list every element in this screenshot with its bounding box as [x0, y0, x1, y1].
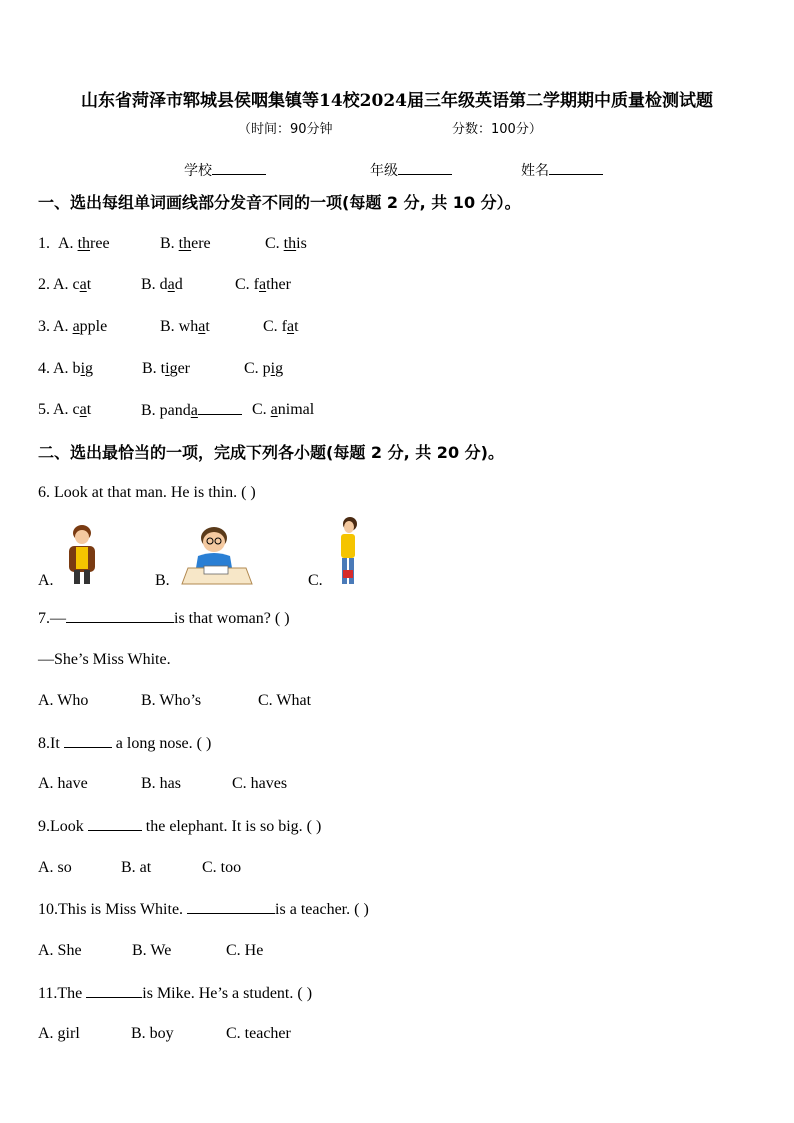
answer-blank[interactable]	[64, 733, 112, 748]
question-4: 4. A. big B. tiger C. pig	[38, 360, 284, 377]
name-field[interactable]: 姓名	[521, 160, 549, 180]
answer-blank[interactable]	[86, 983, 142, 998]
page-title: 山东省菏泽市郓城县侯咽集镇等14校2024届三年级英语第二学期期中质量检测试题	[81, 91, 713, 111]
school-field[interactable]: 学校	[184, 160, 212, 180]
section-1-heading: 一、选出每组单词画线部分发音不同的一项(每题 2 分, 共 10 分）。	[38, 193, 521, 212]
question-6-option-b-label: B.	[155, 572, 170, 589]
question-1: 1. A. three B. there C. this	[38, 235, 307, 252]
question-7-response: —She’s Miss White.	[38, 651, 171, 668]
time-limit: （时间：90分钟	[238, 122, 333, 137]
grade-field[interactable]: 年级	[370, 160, 398, 180]
boy-yellow-shirt-image	[62, 522, 102, 586]
question-6-option-a-label: A.	[38, 572, 54, 589]
question-9: 9.Look the elephant. It is so big. ( )	[38, 818, 322, 835]
question-6: 6. Look at that man. He is thin. ( )	[38, 484, 256, 501]
question-7: 7.— is that woman? ( )	[38, 610, 290, 627]
answer-blank[interactable]	[66, 608, 174, 623]
section-2-heading: 二、选出最恰当的一项，完成下列各小题(每题 2 分, 共 20 分)。	[38, 443, 504, 462]
question-10: 10.This is Miss White. is a teacher. ( )	[38, 901, 369, 918]
total-score: 分数：100分）	[452, 122, 542, 137]
question-5: 5. A. cat B. panda C. animal	[38, 401, 315, 419]
question-6-option-c-label: C.	[308, 572, 323, 589]
question-11: 11.The is Mike. He’s a student. ( )	[38, 985, 313, 1002]
answer-blank[interactable]	[88, 816, 142, 831]
boy-reading-image	[180, 524, 254, 586]
thin-boy-image	[332, 516, 362, 588]
answer-blank[interactable]	[187, 899, 275, 914]
question-8: 8.It a long nose. ( )	[38, 735, 212, 752]
question-3: 3. A. apple B. what C. fat	[38, 318, 299, 335]
question-2: 2. A. cat B. dad C. father	[38, 276, 291, 293]
